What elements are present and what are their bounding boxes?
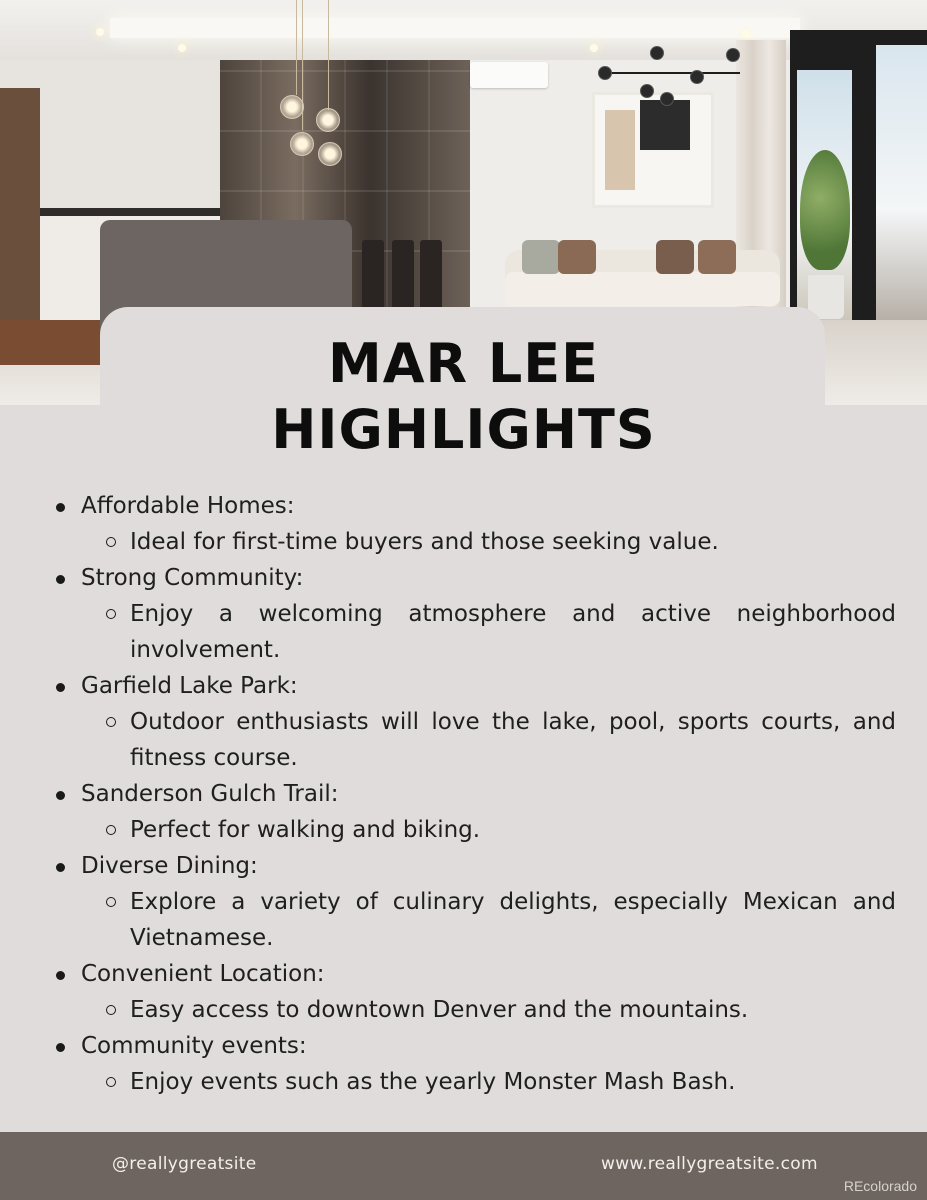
list-item-heading-row — [56, 848, 896, 884]
list-item-detail-row — [56, 884, 896, 956]
list-item-heading-row — [56, 560, 896, 596]
ceiling-cove-light — [110, 18, 800, 38]
sofa-seat — [505, 272, 780, 306]
pendant-light — [316, 108, 340, 132]
sub-bullet-icon — [106, 1005, 116, 1015]
chandelier-bulb — [690, 70, 704, 84]
list-item-heading-row — [56, 776, 896, 812]
bullet-icon — [56, 971, 65, 980]
pendant-light — [290, 132, 314, 156]
list-item-heading: Community events: — [81, 1033, 307, 1059]
list-item-detail: Easy access to downtown Denver and the mountains. — [130, 997, 749, 1023]
footer-bar — [0, 1132, 927, 1200]
list-item — [56, 560, 896, 668]
list-item-heading-row — [56, 956, 896, 992]
dining-chair — [392, 240, 414, 310]
list-item-detail: Outdoor enthusiasts will love the lake, pool, sports courts, and fitness course. — [130, 709, 896, 771]
list-item-detail: Perfect for walking and biking. — [130, 817, 481, 843]
bullet-icon — [56, 683, 65, 692]
pendant-cord — [328, 0, 329, 110]
chandelier-arm — [600, 72, 740, 74]
highlights-list — [56, 488, 896, 1100]
list-item-heading: Convenient Location: — [81, 961, 325, 987]
bullet-icon — [56, 791, 65, 800]
chandelier-bulb — [660, 92, 674, 106]
list-item-heading: Diverse Dining: — [81, 853, 258, 879]
list-item-heading-row — [56, 488, 896, 524]
list-item-detail-row — [56, 992, 896, 1028]
chandelier-bulb — [726, 48, 740, 62]
list-item-detail: Explore a variety of culinary delights, especially Mexican and Vietnamese. — [130, 889, 896, 951]
list-item-detail-row — [56, 812, 896, 848]
list-item — [56, 956, 896, 1028]
wall-art-block — [605, 110, 635, 190]
list-item-detail-row — [56, 524, 896, 560]
pillow — [522, 240, 560, 274]
pendant-cord — [296, 0, 297, 95]
chandelier-bulb — [598, 66, 612, 80]
pillow — [656, 240, 694, 274]
pillow — [558, 240, 596, 274]
list-item — [56, 1028, 896, 1100]
website-link[interactable]: www.reallygreatsite.com — [601, 1154, 818, 1174]
sub-bullet-icon — [106, 1077, 116, 1087]
list-item-detail: Enjoy a welcoming atmosphere and active neighborhood involvement. — [130, 601, 896, 663]
list-item-detail-row — [56, 596, 896, 668]
list-item-heading-row — [56, 1028, 896, 1064]
wooden-door — [0, 88, 40, 328]
pillow — [698, 240, 736, 274]
sub-bullet-icon — [106, 537, 116, 547]
list-item-detail: Ideal for first-time buyers and those seeking value. — [130, 529, 719, 555]
window-glass — [876, 45, 927, 345]
bullet-icon — [56, 863, 65, 872]
dining-chair — [420, 240, 442, 310]
downlight — [96, 28, 104, 36]
list-item-heading: Strong Community: — [81, 565, 304, 591]
pendant-light — [280, 95, 304, 119]
watermark: REcolorado — [843, 1178, 917, 1194]
downlight — [590, 44, 598, 52]
list-item — [56, 848, 896, 956]
social-handle: @reallygreatsite — [112, 1154, 257, 1174]
dining-chair — [362, 240, 384, 310]
list-item — [56, 776, 896, 848]
chandelier-bulb — [650, 46, 664, 60]
page-title-line-1: MAR LEE — [327, 332, 600, 395]
list-item-heading: Sanderson Gulch Trail: — [81, 781, 339, 807]
bullet-icon — [56, 575, 65, 584]
air-conditioner — [470, 62, 548, 88]
potted-plant — [800, 150, 850, 270]
downlight — [742, 30, 750, 38]
wall-art-block — [640, 100, 690, 150]
list-item-heading: Garfield Lake Park: — [81, 673, 298, 699]
list-item-heading-row — [56, 668, 896, 704]
list-item-detail: Enjoy events such as the yearly Monster Mash Bash. — [130, 1069, 736, 1095]
downlight — [178, 44, 186, 52]
sub-bullet-icon — [106, 897, 116, 907]
list-item — [56, 488, 896, 560]
list-item-detail-row — [56, 704, 896, 776]
chandelier-bulb — [640, 84, 654, 98]
list-item — [56, 668, 896, 776]
bullet-icon — [56, 1043, 65, 1052]
page-title-line-2: HIGHLIGHTS — [271, 398, 656, 461]
sub-bullet-icon — [106, 825, 116, 835]
sub-bullet-icon — [106, 609, 116, 619]
pendant-light — [318, 142, 342, 166]
list-item-detail-row — [56, 1064, 896, 1100]
list-item-heading: Affordable Homes: — [81, 493, 295, 519]
bullet-icon — [56, 503, 65, 512]
sub-bullet-icon — [106, 717, 116, 727]
